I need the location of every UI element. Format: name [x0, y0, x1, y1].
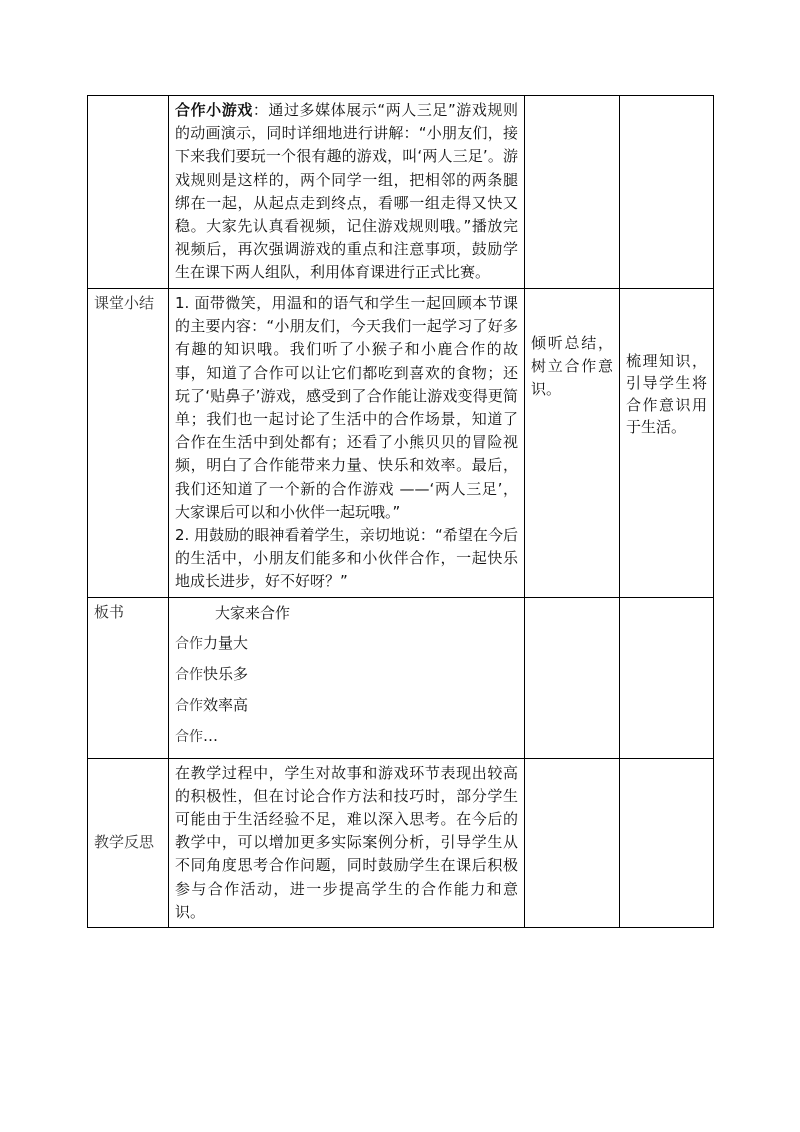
reflection-student-cell — [525, 758, 620, 927]
game-body: ：通过多媒体展示“两人三足”游戏规则的动画演示，同时详细地进行讲解：“小朋友们，接下来我们要玩一个很有趣的游戏，叫‘两人三足’。游戏规则是这样的，两个同学一组，把相邻的两条腿绑在一起，从起点走到终点，看哪一组走得又快又稳。大家先认真看视频，记住游戏规则哦。”播放完视频后，再次强调游戏的重点和注意事项，鼓励学生在课下两人组队，利用体育课进行正式比赛。 — [175, 101, 518, 282]
reflection-content-cell: 在教学过程中，学生对故事和游戏环节表现出较高的积极性，但在讨论合作方法和技巧时，部分学生可能由于生活经验不足，难以深入思考。在今后的教学中，可以增加更多实际案例分析，引导学生从不同角度思考合作问题，同时鼓励学生在课后积极参与合作活动，进一步提高学生的合作能力和意识。 — [169, 758, 525, 927]
game-label-cell — [88, 96, 169, 289]
board-label: 板书 — [88, 597, 169, 758]
row-reflection — [88, 758, 714, 927]
summary-design-intent: 梳理知识，引导学生将合作意识用于生活。 — [626, 352, 707, 436]
game-student-cell — [525, 96, 620, 289]
board-line-text: 快乐多 — [203, 664, 249, 683]
lesson-plan-table — [87, 95, 714, 928]
board-title: 大家来合作 — [215, 603, 291, 622]
summary-student-cell — [525, 289, 620, 598]
board-line-text: … — [203, 726, 218, 745]
board-intent-cell — [620, 597, 714, 758]
summary-paragraph-1: 1. 面带微笑，用温和的语气和学生一起回顾本节课的主要内容：“小朋友们，今天我们一起学习了好多有趣的知识哦。我们听了小猴子和小鹿合作的故事，知道了合作可以让它们都吃到喜欢的食物；还玩了‘贴鼻子’游戏，感受到了合作能让游戏变得更简单；我们也一起讨论了生活中的合作场景，知道了合作在生活中到处都有；还看了小熊贝贝的冒险视频，明白了合作能带来力量、快乐和效率。最后，我们还知道了一个新的合作游戏 ——‘两人三足’，大家课后可以和小伙伴一起玩哦。” — [175, 294, 518, 521]
board-line-prefix: 合作 — [175, 697, 203, 714]
reflection-intent-cell — [620, 758, 714, 927]
board-content-cell — [169, 597, 525, 758]
board-student-cell — [525, 597, 620, 758]
board-line — [175, 662, 518, 687]
row-board — [88, 597, 714, 758]
board-line-text: 力量大 — [203, 633, 249, 652]
summary-label: 课堂小结 — [88, 289, 169, 598]
game-heading: 合作小游戏 — [175, 101, 253, 119]
summary-paragraph-2: 2. 用鼓励的眼神看着学生，亲切地说：“希望在今后的生活中，小朋友们能多和小伙伴合作，一起快乐地成长进步，好不好呀？” — [175, 526, 518, 591]
board-line-prefix: 合作 — [175, 635, 203, 652]
reflection-label: 教学反思 — [88, 758, 169, 927]
board-line — [175, 724, 518, 749]
row-game — [88, 96, 714, 289]
game-content-cell — [169, 96, 525, 289]
board-line-prefix: 合作 — [175, 666, 203, 683]
row-summary — [88, 289, 714, 598]
summary-content-cell — [169, 289, 525, 598]
game-intent-cell — [620, 96, 714, 289]
summary-student-activity: 倾听总结，树立合作意识。 — [531, 334, 613, 399]
summary-intent-cell — [620, 289, 714, 598]
board-line — [175, 693, 518, 718]
board-line-text: 效率高 — [203, 695, 249, 714]
board-line-prefix: 合作 — [175, 728, 203, 745]
board-line — [175, 631, 518, 656]
